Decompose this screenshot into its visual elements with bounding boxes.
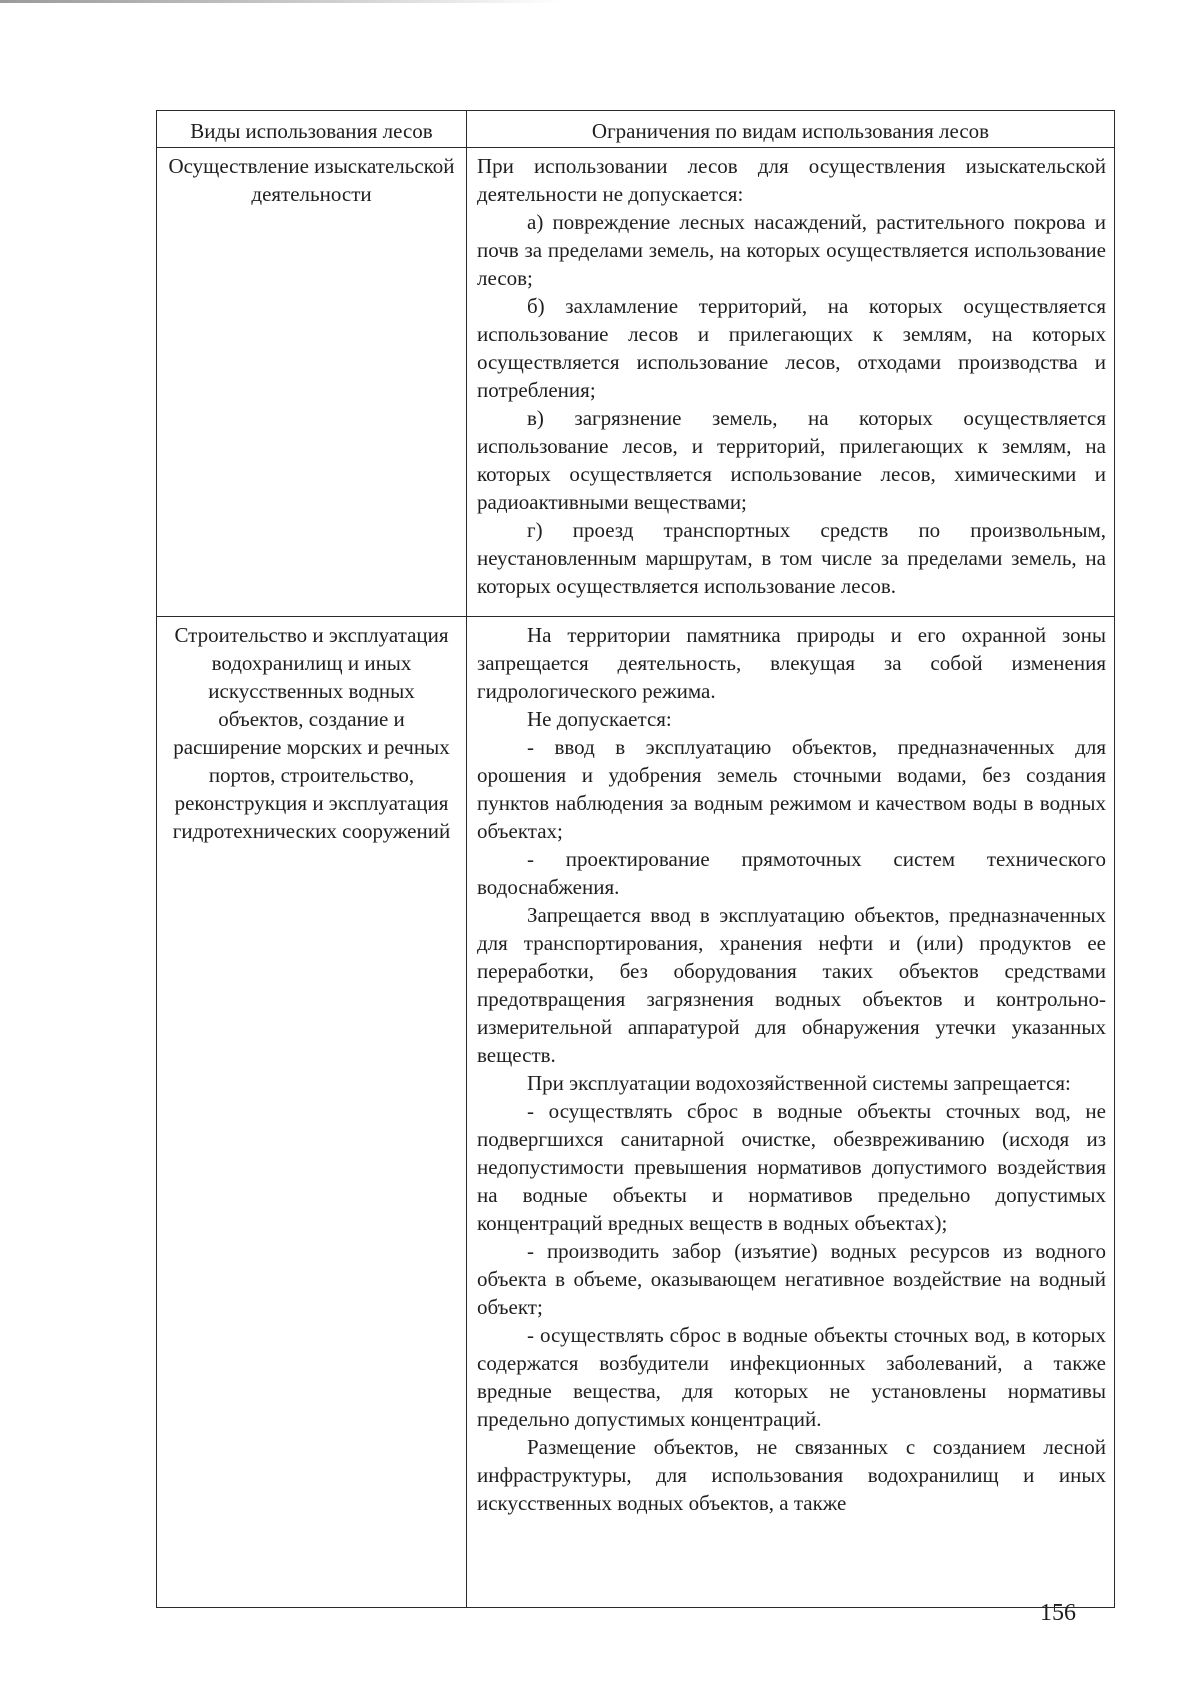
- restriction-paragraph: При использовании лесов для осуществления изыскательской деятельности не допускается:: [477, 154, 1106, 206]
- use-type-cell: Осуществление изыскательской деятельности: [157, 148, 467, 617]
- restriction-paragraph: При эксплуатации водохозяйственной системы запрещается:: [527, 1071, 1071, 1095]
- restriction-paragraph: б) захламление территорий, на которых осуществляется использование лесов и прилегающих к землям, на которых осуществляется использование лесов, отходами производства и потребления;: [477, 294, 1106, 402]
- forest-use-restrictions-table: [156, 110, 1115, 1608]
- restriction-paragraph: - осуществлять сброс в водные объекты сточных вод, не подвергшихся санитарной очистке, обезвреживанию (исходя из недопустимости превышения нормативов допустимого воздействия на водные объекты и нормативов предельно допустимых концентраций вредных веществ в водных объектах);: [477, 1099, 1106, 1235]
- header-restrictions: Ограничения по видам использования лесов: [467, 111, 1115, 148]
- use-type-cell: Строительство и эксплуатация водохранилищ и иных искусственных водных объектов, создание и расширение морских и речных портов, строительство, реконструкция и эксплуатация гидротехнических сооружений: [157, 617, 467, 1608]
- restriction-paragraph: Размещение объектов, не связанных с созданием лесной инфраструктуры, для использования водохранилищ и иных искусственных водных объектов, а также: [477, 1435, 1106, 1515]
- restriction-paragraph: - осуществлять сброс в водные объекты сточных вод, в которых содержатся возбудители инфекционных заболеваний, а также вредные вещества, для которых не установлены нормативы предельно допустимых концентраций.: [477, 1323, 1106, 1431]
- restriction-paragraph: в) загрязнение земель, на которых осуществляется использование лесов, и территорий, прилегающих к землям, на которых осуществляется использование лесов, химическими и радиоактивными веществами;: [477, 406, 1106, 514]
- restriction-paragraph: - ввод в эксплуатацию объектов, предназначенных для орошения и удобрения земель сточными водами, без создания пунктов наблюдения за водным режимом и качеством воды в водных объектах;: [477, 735, 1106, 843]
- page-number: 156: [1040, 1600, 1076, 1626]
- restriction-paragraph: - производить забор (изъятие) водных ресурсов из водного объекта в объеме, оказывающем негативное воздействие на водный объект;: [477, 1239, 1106, 1319]
- restriction-paragraph: Не допускается:: [527, 707, 672, 731]
- restriction-paragraph: На территории памятника природы и его охранной зоны запрещается деятельность, влекущая за собой изменения гидрологического режима.: [477, 623, 1106, 703]
- header-use-types: Виды использования лесов: [157, 111, 467, 148]
- table-header-row: [157, 111, 1115, 148]
- restriction-paragraph: г) проезд транспортных средств по произвольным, неустановленным маршрутам, в том числе за пределами земель, на которых осуществляется использование лесов.: [477, 518, 1106, 598]
- table-row: [157, 617, 1115, 1608]
- restrictions-cell: [467, 617, 1115, 1608]
- table-row: [157, 148, 1115, 617]
- restriction-paragraph: а) повреждение лесных насаждений, растительного покрова и почв за пределами земель, на которых осуществляется использование лесов;: [477, 210, 1106, 290]
- restriction-paragraph: Запрещается ввод в эксплуатацию объектов, предназначенных для транспортирования, хранения нефти и (или) продуктов ее переработки, без оборудования таких объектов средствами предотвращения загрязнения водных объектов и контрольно-измерительной аппаратурой для обнаружения утечки указанных веществ.: [477, 903, 1106, 1067]
- restriction-paragraph: - проектирование прямоточных систем технического водоснабжения.: [477, 847, 1106, 899]
- restrictions-cell: [467, 148, 1115, 617]
- scan-edge-line: [0, 0, 560, 3]
